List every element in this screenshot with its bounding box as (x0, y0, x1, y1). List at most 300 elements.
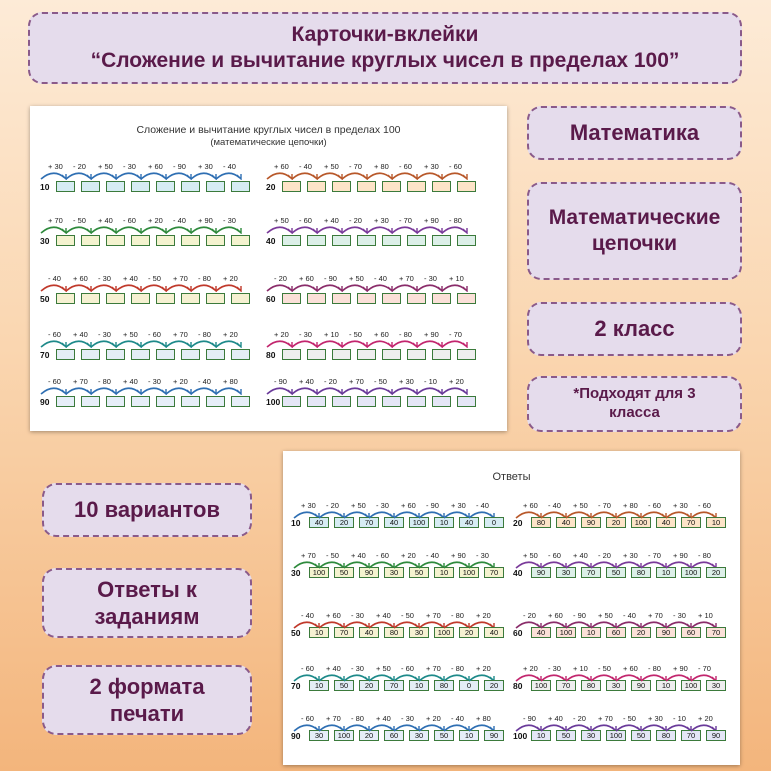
chain-operation: + 60 (523, 501, 538, 510)
blank-answer-box (106, 349, 125, 360)
header-title: Карточки-вклейки (291, 22, 479, 46)
answer-box: 80 (631, 567, 651, 578)
answer-box: 10 (309, 680, 329, 691)
chain-start-number: 40 (513, 568, 523, 578)
blank-answer-box (307, 181, 326, 192)
tag-note: *Подходят для 3 класса (527, 376, 742, 432)
chain-operation: - 60 (548, 551, 561, 560)
chain-start-number: 60 (266, 294, 276, 304)
blank-answer-box (432, 349, 451, 360)
chain-operation: - 80 (399, 330, 412, 339)
chain-operation: - 20 (326, 501, 339, 510)
blank-answer-box (407, 293, 426, 304)
chain-start-number: 40 (266, 236, 276, 246)
chain-operation: - 70 (349, 162, 362, 171)
answer-box: 10 (531, 730, 551, 741)
chain-operation: - 40 (198, 377, 211, 386)
chain-operation: + 30 (198, 162, 213, 171)
chain-arc (440, 385, 469, 395)
chain-operation: - 10 (424, 377, 437, 386)
answer-box: 30 (606, 680, 626, 691)
chain-operation: - 50 (374, 377, 387, 386)
answer-box: 10 (656, 680, 676, 691)
chain-operation: + 30 (301, 501, 316, 510)
chain-operation: + 40 (73, 330, 88, 339)
blank-answer-box (332, 396, 351, 407)
chain-operation: - 20 (349, 216, 362, 225)
answer-box: 10 (309, 627, 329, 638)
answer-box: 100 (681, 567, 701, 578)
blank-answer-box (231, 235, 250, 246)
chain-arc (214, 338, 243, 348)
answers-preview (283, 451, 740, 765)
answer-box: 60 (681, 627, 701, 638)
blank-answer-box (382, 293, 401, 304)
chain-start-number: 90 (40, 397, 50, 407)
chain-operation: - 40 (223, 162, 236, 171)
answer-box: 30 (556, 567, 576, 578)
blank-answer-box (206, 181, 225, 192)
answer-box: 10 (434, 517, 454, 528)
chain-operation: - 60 (148, 330, 161, 339)
chain-operation: + 20 (223, 274, 238, 283)
blank-answer-box (81, 293, 100, 304)
chain-operation: - 60 (399, 162, 412, 171)
answer-box: 70 (681, 730, 701, 741)
chain-start-number: 70 (40, 350, 50, 360)
blank-answer-box (56, 396, 75, 407)
chain-operation: - 30 (148, 377, 161, 386)
chain-operation: + 50 (573, 501, 588, 510)
chain-operation: - 60 (449, 162, 462, 171)
chain-operation: - 40 (623, 611, 636, 620)
worksheet-subtitle: (математические цепочки) (210, 137, 327, 148)
answer-box: 30 (581, 730, 601, 741)
chain-operation: - 30 (223, 216, 236, 225)
chain-row (291, 714, 513, 748)
chain-operation: + 80 (374, 162, 389, 171)
answer-box: 80 (384, 627, 404, 638)
chain-row (266, 330, 492, 364)
chain-operation: + 90 (673, 551, 688, 560)
blank-answer-box (382, 235, 401, 246)
chain-operation: + 20 (223, 330, 238, 339)
answer-box: 10 (656, 567, 676, 578)
chain-row (40, 330, 266, 364)
answer-box: 100 (434, 627, 454, 638)
chain-operation: - 80 (698, 551, 711, 560)
chain-start-number: 50 (291, 628, 301, 638)
chain-operation: - 20 (573, 714, 586, 723)
chain-operation: + 20 (401, 551, 416, 560)
chain-operation: + 50 (98, 162, 113, 171)
answer-box: 100 (556, 627, 576, 638)
chain-operation: - 40 (451, 714, 464, 723)
chain-operation: + 60 (73, 274, 88, 283)
chain-operation: - 40 (548, 501, 561, 510)
chain-operation: - 30 (351, 611, 364, 620)
answer-box: 90 (531, 567, 551, 578)
answer-box: 60 (384, 730, 404, 741)
answer-box: 70 (384, 680, 404, 691)
chain-operation: - 90 (173, 162, 186, 171)
blank-answer-box (131, 396, 150, 407)
answer-box: 50 (334, 567, 354, 578)
chain-operation: + 60 (374, 330, 389, 339)
chain-row (513, 551, 735, 585)
chain-operation: + 90 (198, 216, 213, 225)
chain-operation: - 50 (326, 551, 339, 560)
chain-operation: - 30 (424, 274, 437, 283)
chain-row (513, 664, 735, 698)
chain-operation: - 60 (123, 216, 136, 225)
answer-box: 0 (484, 517, 504, 528)
chain-operation: - 50 (148, 274, 161, 283)
chain-operation: - 40 (374, 274, 387, 283)
tag-variants: 10 вариантов (42, 483, 252, 537)
blank-answer-box (382, 396, 401, 407)
chain-start-number: 30 (40, 236, 50, 246)
blank-answer-box (206, 293, 225, 304)
blank-answer-box (457, 181, 476, 192)
answer-box: 100 (606, 730, 626, 741)
chain-operation: + 30 (648, 714, 663, 723)
chain-operation: + 10 (698, 611, 713, 620)
blank-answer-box (282, 181, 301, 192)
chain-row (291, 664, 513, 698)
chain-operation: + 70 (48, 216, 63, 225)
chain-operation: - 80 (451, 664, 464, 673)
chain-operation: - 20 (523, 611, 536, 620)
answer-box: 50 (556, 730, 576, 741)
chain-operation: + 70 (301, 551, 316, 560)
blank-answer-box (432, 235, 451, 246)
answer-box: 10 (409, 680, 429, 691)
chain-operation: - 30 (548, 664, 561, 673)
answer-box: 20 (706, 567, 726, 578)
answer-box: 10 (581, 627, 601, 638)
chain-start-number: 90 (291, 731, 301, 741)
chain-arc (440, 224, 469, 234)
answer-box: 10 (434, 567, 454, 578)
answer-box: 50 (334, 680, 354, 691)
blank-answer-box (357, 349, 376, 360)
answer-box: 10 (706, 517, 726, 528)
chain-operation: - 30 (123, 162, 136, 171)
blank-answer-box (56, 235, 75, 246)
chain-operation: - 60 (48, 330, 61, 339)
blank-answer-box (432, 181, 451, 192)
chain-operation: + 60 (326, 611, 341, 620)
chain-operation: + 90 (424, 330, 439, 339)
blank-answer-box (156, 396, 175, 407)
chain-operation: + 20 (426, 714, 441, 723)
chain-operation: - 30 (98, 274, 111, 283)
answer-box: 10 (459, 730, 479, 741)
chain-operation: + 40 (123, 274, 138, 283)
blank-answer-box (156, 181, 175, 192)
answer-box: 70 (484, 567, 504, 578)
chain-row (40, 216, 266, 250)
blank-answer-box (382, 181, 401, 192)
chain-operation: - 50 (623, 714, 636, 723)
chain-operation: + 60 (274, 162, 289, 171)
blank-answer-box (181, 396, 200, 407)
chain-row (266, 216, 492, 250)
chain-operation: - 90 (274, 377, 287, 386)
chain-operation: - 40 (299, 162, 312, 171)
blank-answer-box (206, 349, 225, 360)
chain-operation: + 70 (173, 274, 188, 283)
answer-box: 90 (706, 730, 726, 741)
chain-operation: + 50 (123, 330, 138, 339)
answer-box: 80 (656, 730, 676, 741)
chain-operation: - 60 (48, 377, 61, 386)
chain-start-number: 70 (291, 681, 301, 691)
chain-operation: + 70 (598, 714, 613, 723)
blank-answer-box (457, 396, 476, 407)
chain-operation: - 40 (426, 551, 439, 560)
blank-answer-box (206, 235, 225, 246)
chain-start-number: 80 (513, 681, 523, 691)
chain-operation: + 90 (424, 216, 439, 225)
blank-answer-box (156, 235, 175, 246)
answer-box: 50 (606, 567, 626, 578)
blank-answer-box (106, 235, 125, 246)
chain-operation: + 70 (349, 377, 364, 386)
chain-operation: + 20 (476, 611, 491, 620)
chain-operation: + 60 (299, 274, 314, 283)
blank-answer-box (282, 293, 301, 304)
chain-operation: + 80 (223, 377, 238, 386)
chain-arc (214, 385, 243, 395)
answer-box: 50 (434, 730, 454, 741)
blank-answer-box (332, 235, 351, 246)
worksheet-title: Сложение и вычитание круглых чисел в пределах 100 (136, 124, 401, 136)
chain-operation: + 40 (376, 611, 391, 620)
chain-operation: - 10 (673, 714, 686, 723)
chain-operation: + 50 (376, 664, 391, 673)
chain-operation: + 60 (623, 664, 638, 673)
answers-title: Ответы (492, 471, 531, 483)
chain-operation: - 30 (401, 714, 414, 723)
answer-box: 30 (706, 680, 726, 691)
chain-operation: + 50 (523, 551, 538, 560)
chain-operation: + 30 (623, 551, 638, 560)
chain-operation: + 70 (426, 611, 441, 620)
chain-operation: - 30 (299, 330, 312, 339)
blank-answer-box (382, 349, 401, 360)
blank-answer-box (106, 181, 125, 192)
answer-box: 40 (459, 517, 479, 528)
blank-answer-box (307, 235, 326, 246)
answer-box: 100 (531, 680, 551, 691)
chain-operation: - 80 (198, 330, 211, 339)
chain-operation: + 50 (324, 162, 339, 171)
chain-operation: + 60 (548, 611, 563, 620)
chain-operation: + 40 (123, 377, 138, 386)
chain-operation: + 30 (374, 216, 389, 225)
blank-answer-box (81, 181, 100, 192)
chain-operation: + 40 (98, 216, 113, 225)
chain-operation: + 20 (148, 216, 163, 225)
blank-answer-box (81, 235, 100, 246)
chain-operation: - 90 (324, 274, 337, 283)
answer-box: 50 (631, 730, 651, 741)
blank-answer-box (407, 349, 426, 360)
chain-operation: + 30 (424, 162, 439, 171)
blank-answer-box (407, 235, 426, 246)
blank-answer-box (357, 181, 376, 192)
blank-answer-box (231, 349, 250, 360)
answer-box: 50 (409, 567, 429, 578)
chain-start-number: 80 (266, 350, 276, 360)
blank-answer-box (106, 396, 125, 407)
blank-answer-box (156, 349, 175, 360)
chain-operation: - 90 (523, 714, 536, 723)
chain-arc (440, 170, 469, 180)
chain-operation: - 60 (401, 664, 414, 673)
blank-answer-box (307, 396, 326, 407)
chain-operation: + 10 (324, 330, 339, 339)
chain-start-number: 20 (266, 182, 276, 192)
chain-operation: + 60 (401, 501, 416, 510)
worksheet-preview (30, 106, 507, 431)
chain-operation: - 70 (698, 664, 711, 673)
answer-box: 20 (334, 517, 354, 528)
blank-answer-box (332, 293, 351, 304)
chain-operation: - 20 (598, 551, 611, 560)
answer-box: 100 (309, 567, 329, 578)
answer-box: 40 (384, 517, 404, 528)
answer-box: 30 (409, 627, 429, 638)
blank-answer-box (231, 396, 250, 407)
chain-start-number: 60 (513, 628, 523, 638)
answer-box: 100 (459, 567, 479, 578)
chain-start-number: 20 (513, 518, 523, 528)
blank-answer-box (282, 349, 301, 360)
blank-answer-box (432, 293, 451, 304)
answer-box: 40 (484, 627, 504, 638)
chain-operation: + 70 (73, 377, 88, 386)
chain-operation: + 10 (573, 664, 588, 673)
chain-start-number: 100 (266, 397, 281, 407)
chain-operation: + 50 (598, 611, 613, 620)
chain-operation: - 30 (673, 611, 686, 620)
chain-operation: + 40 (376, 714, 391, 723)
answer-box: 70 (681, 517, 701, 528)
answer-box: 0 (459, 680, 479, 691)
chain-operation: - 60 (376, 551, 389, 560)
answer-box: 30 (309, 730, 329, 741)
blank-answer-box (181, 293, 200, 304)
chain-row (291, 551, 513, 585)
answer-box: 90 (581, 517, 601, 528)
blank-answer-box (457, 349, 476, 360)
blank-answer-box (457, 235, 476, 246)
blank-answer-box (131, 349, 150, 360)
chain-operation: - 90 (573, 611, 586, 620)
chain-operation: + 90 (451, 551, 466, 560)
blank-answer-box (181, 181, 200, 192)
chain-operation: + 50 (274, 216, 289, 225)
chain-row (291, 501, 513, 535)
chain-operation: - 40 (301, 611, 314, 620)
answer-box: 20 (631, 627, 651, 638)
blank-answer-box (457, 293, 476, 304)
chain-operation: - 70 (449, 330, 462, 339)
blank-answer-box (231, 293, 250, 304)
answer-box: 20 (359, 730, 379, 741)
chain-operation: - 80 (449, 216, 462, 225)
answer-box: 80 (581, 680, 601, 691)
chain-operation: - 70 (399, 216, 412, 225)
blank-answer-box (81, 349, 100, 360)
chain-operation: - 50 (349, 330, 362, 339)
answer-box: 90 (656, 627, 676, 638)
chain-operation: + 30 (673, 501, 688, 510)
chain-operation: + 30 (48, 162, 63, 171)
blank-answer-box (181, 235, 200, 246)
blank-answer-box (307, 349, 326, 360)
chain-row (266, 162, 492, 196)
chain-operation: + 20 (698, 714, 713, 723)
blank-answer-box (282, 235, 301, 246)
answer-box: 100 (409, 517, 429, 528)
tag-formats: 2 формата печати (42, 665, 252, 735)
blank-answer-box (131, 181, 150, 192)
blank-answer-box (432, 396, 451, 407)
chain-operation: - 80 (648, 664, 661, 673)
chain-row (266, 377, 492, 411)
chain-operation: - 80 (98, 377, 111, 386)
chain-start-number: 10 (40, 182, 50, 192)
chain-operation: + 30 (399, 377, 414, 386)
answer-box: 100 (681, 680, 701, 691)
chain-operation: + 40 (573, 551, 588, 560)
chain-arc (214, 224, 243, 234)
chain-operation: + 40 (299, 377, 314, 386)
chain-row (266, 274, 492, 308)
blank-answer-box (357, 235, 376, 246)
tag-subject: Математика (527, 106, 742, 160)
answer-box: 40 (309, 517, 329, 528)
answer-box: 30 (409, 730, 429, 741)
answer-box: 60 (606, 627, 626, 638)
chain-operation: - 80 (198, 274, 211, 283)
tag-grade: 2 класс (527, 302, 742, 356)
chain-operation: + 50 (351, 501, 366, 510)
chain-row (40, 377, 266, 411)
answer-box: 40 (556, 517, 576, 528)
chain-operation: - 60 (299, 216, 312, 225)
blank-answer-box (56, 181, 75, 192)
chain-row (513, 714, 735, 748)
blank-answer-box (282, 396, 301, 407)
chain-start-number: 50 (40, 294, 50, 304)
blank-answer-box (231, 181, 250, 192)
answer-box: 30 (384, 567, 404, 578)
chain-operation: - 20 (324, 377, 337, 386)
chain-start-number: 30 (291, 568, 301, 578)
answer-box: 40 (531, 627, 551, 638)
chain-operation: - 40 (173, 216, 186, 225)
chain-operation: - 80 (351, 714, 364, 723)
blank-answer-box (131, 235, 150, 246)
chain-arc (214, 282, 243, 292)
chain-operation: - 20 (73, 162, 86, 171)
blank-answer-box (181, 349, 200, 360)
